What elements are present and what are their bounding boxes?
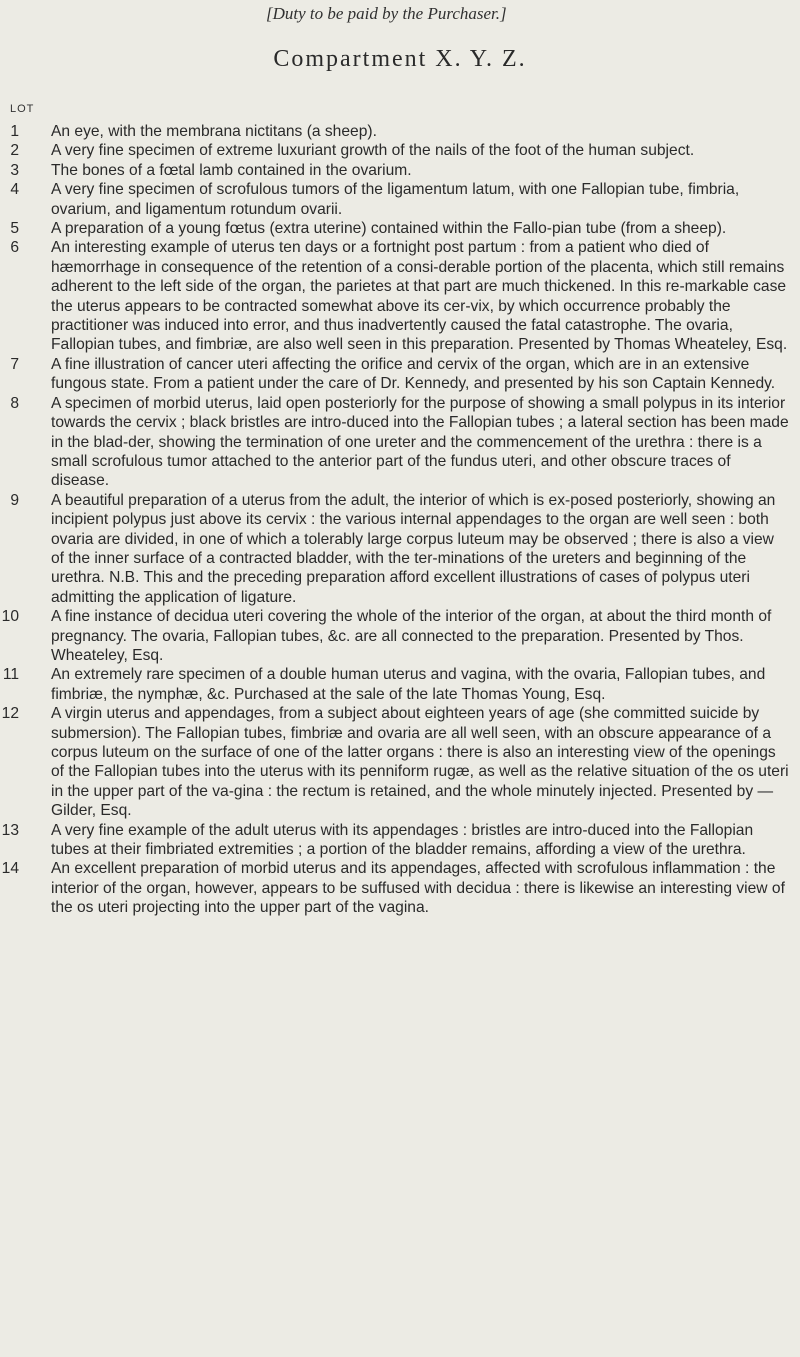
compartment-heading: Compartment X. Y. Z. bbox=[273, 46, 527, 72]
lot-item bbox=[0, 704, 790, 820]
lot-description: A very fine specimen of scrofulous tumors of the ligamentum latum, with one Fallopian tube, fimbria, ovarium, and ligamentum rotundum ovarii. bbox=[51, 181, 740, 218]
lot-item bbox=[0, 355, 790, 394]
lot-number: 8 bbox=[10, 394, 19, 412]
lot-description: A very fine specimen of extreme luxuriant growth of the nails of the foot of the human subject. bbox=[51, 142, 695, 160]
lot-number: 14 bbox=[1, 860, 19, 878]
lot-number: 7 bbox=[10, 355, 19, 373]
lot-description: A beautiful preparation of a uterus from the adult, the interior of which is ex-posed posteriorly, showing an incipient polypus just above its cervix : the various internal appendages to the organ are well seen : both ovaria are divided, in one of which a tolerably large corpus luteum may be observed ; there is also a view of the inner surface of a contracted bladder, with the ter-minations of the ureters and beginning of the urethra. N.B. This and the preceding preparation afford excellent illustrations of cases of polypus uteri admitting the application of ligature. bbox=[51, 491, 776, 606]
lot-item bbox=[0, 859, 790, 917]
duty-note: [Duty to be paid by the Purchaser.] bbox=[266, 4, 507, 23]
lot-number: 13 bbox=[1, 821, 19, 839]
lot-list bbox=[0, 122, 790, 918]
lot-item bbox=[0, 219, 790, 238]
lot-description: A preparation of a young fœtus (extra uterine) contained within the Fallo-pian tube (from a sheep). bbox=[51, 220, 727, 238]
lot-item bbox=[0, 122, 790, 141]
lot-description: The bones of a fœtal lamb contained in the ovarium. bbox=[51, 161, 412, 179]
lot-description: An excellent preparation of morbid uterus and its appendages, affected with scrofulous inflammation : the interior of the organ, however, appears to be suffused with decidua : there is likewise an interesting view of the os uteri projecting into the upper part of the vagina. bbox=[51, 860, 785, 917]
lot-description: An interesting example of uterus ten days or a fortnight post partum : from a patient who died of hæmorrhage in consequence of the retention of a consi-derable portion of the placenta, which still remains adherent to the left side of the organ, the parietes at that part are much thickened. In this re-markable case the uterus appears to be contracted somewhat above its cer-vix, by which occurrence probably the practitioner was induced into error, and thus inadvertently caused the fatal catastrophe. The ovaria, Fallopian tubes, and fimbriæ, are also well seen in this preparation. Presented by Thomas Wheateley, Esq. bbox=[51, 239, 788, 354]
lot-number: 5 bbox=[10, 220, 19, 238]
lot-item bbox=[0, 180, 790, 219]
lot-number: 2 bbox=[10, 142, 19, 160]
lot-item bbox=[0, 607, 790, 665]
lot-description: An extremely rare specimen of a double human uterus and vagina, with the ovaria, Fallopian tubes, and fimbriæ, the nymphæ, &c. Purchased at the sale of the late Thomas Young, Esq. bbox=[51, 666, 766, 703]
lot-description: A virgin uterus and appendages, from a subject about eighteen years of age (she committed suicide by submersion). The Fallopian tubes, fimbriæ and ovaria are all well seen, with an obscure appearance of a corpus luteum on the surface of one of the latter organs : there is also an interesting view of the openings of the Fallopian tubes into the uterus with its penniform rugæ, as well as the relative situation of the os uteri in the upper part of the va-gina : the rectum is retained, and the whole minutely injected. Presented by — Gilder, Esq. bbox=[51, 705, 789, 820]
lot-item bbox=[0, 141, 790, 160]
lot-column-label: LOT bbox=[10, 103, 35, 115]
lot-item bbox=[0, 491, 790, 607]
lot-number: 6 bbox=[10, 239, 19, 257]
lot-number: 3 bbox=[10, 161, 19, 179]
lot-description: An eye, with the membrana nictitans (a sheep). bbox=[51, 123, 377, 140]
lot-number: 9 bbox=[10, 491, 19, 509]
lot-description: A specimen of morbid uterus, laid open posteriorly for the purpose of showing a small polypus in its interior towards the cervix ; black bristles are intro-duced into the Fallopian tubes ; a lateral section has been made in the blad-der, showing the termination of one ureter and the commencement of the urethra : there is a small scrofulous tumor attached to the anterior part of the fundus uteri, and other obscure traces of disease. bbox=[51, 394, 789, 490]
lot-item bbox=[0, 394, 790, 491]
lot-number: 4 bbox=[10, 181, 19, 199]
lot-item bbox=[0, 665, 790, 704]
lot-number: 10 bbox=[1, 608, 19, 626]
lot-item bbox=[0, 238, 790, 354]
lot-description: A very fine example of the adult uterus with its appendages : bristles are intro-duced into the Fallopian tubes at their fimbriated extremities ; a portion of the bladder remains, affording a view of the urethra. bbox=[51, 821, 754, 859]
lot-description: A fine instance of decidua uteri covering the whole of the interior of the organ, at about the third month of pregnancy. The ovaria, Fallopian tubes, &c. are all connected to the preparation. Presented by Thos. Wheateley, Esq. bbox=[51, 608, 772, 664]
lot-item bbox=[0, 161, 790, 180]
lot-number: 12 bbox=[1, 705, 19, 723]
lot-number: 11 bbox=[2, 666, 19, 684]
lot-item bbox=[0, 821, 790, 860]
lot-description: A fine illustration of cancer uteri affecting the orifice and cervix of the organ, which are in an extensive fungous state. From a patient under the care of Dr. Kennedy, and presented by his son Captain Kennedy. bbox=[51, 355, 776, 393]
lot-number: 1 bbox=[10, 123, 19, 140]
